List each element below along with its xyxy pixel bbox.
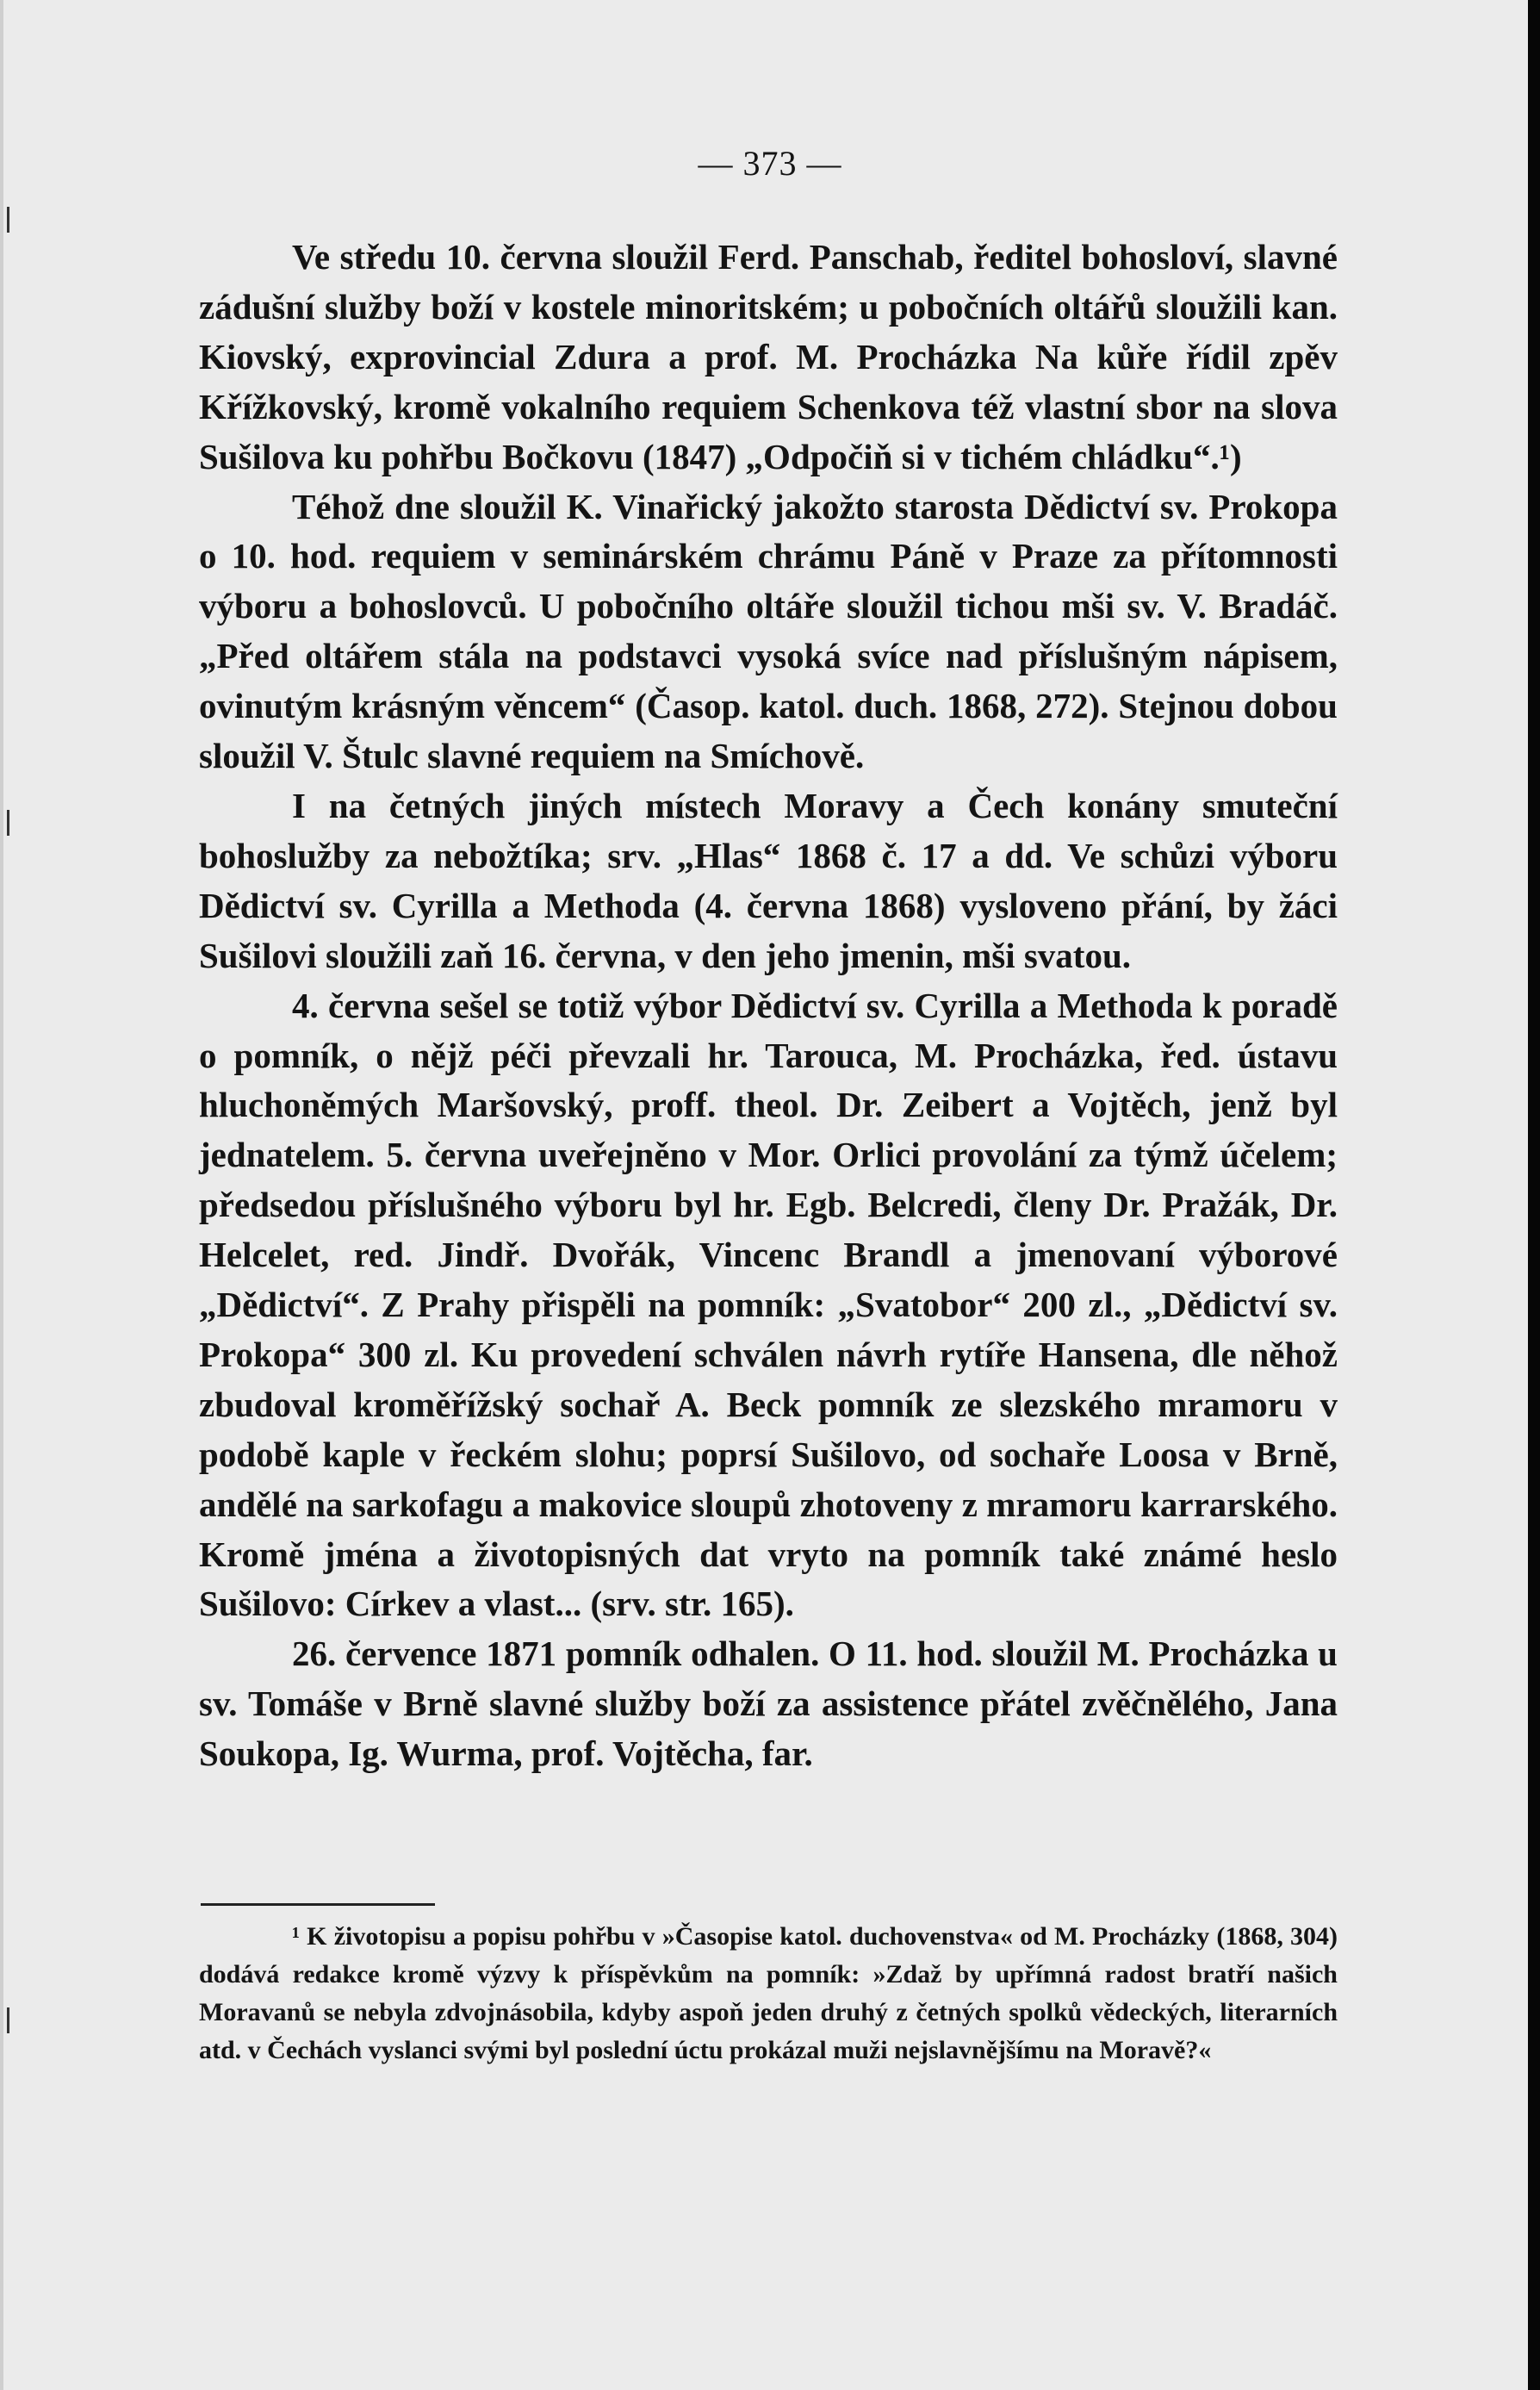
paragraph: Ve středu 10. června sloužil Ferd. Panschab, ředitel bohosloví, slavné zádušní služby boží v kostele minoritském; u pobočních oltářů sloužili kan. Kiovský, exprovincial Zdura a prof. M. Procházka Na kůře řídil zpěv Křížkovský, kromě vokalního requiem Schenkova též vlastní sbor na slova Sušilova ku pohřbu Bočkovu (1847) „Odpočiň si v tichém chládku“.¹) xyxy=(199,237,1338,476)
body-text xyxy=(199,233,1338,1779)
scan-edge-right xyxy=(1528,0,1540,2390)
footnote-rule xyxy=(201,1903,435,1906)
scan-mark xyxy=(7,2007,9,2033)
paragraph: Téhož dne sloužil K. Vinařický jakožto starosta Dědictví sv. Prokopa o 10. hod. requiem v seminárském chrámu Páně v Praze za přítomnosti výboru a bohoslovců. U pobočního oltáře sloužil tichou mši sv. V. Bradáč. „Před oltářem stála na podstavci vysoká svíce nad příslušným nápisem, ovinutým krásným věncem“ (Časop. katol. duch. 1868, 272). Stejnou dobou sloužil V. Štulc slavné requiem na Smíchově. xyxy=(199,486,1338,776)
paragraph: 26. července 1871 pomník odhalen. O 11. hod. sloužil M. Procházka u sv. Tomáše v Brně slavné služby boží za assistence přátel zvěčnělého, Jana Soukopa, Ig. Wurma, prof. Vojtěcha, far. xyxy=(199,1634,1338,1774)
paragraph: I na četných jiných místech Moravy a Čech konány smuteční bohoslužby za nebožtíka; srv. „Hlas“ 1868 č. 17 a dd. Ve schůzi výboru Dědictví sv. Cyrilla a Methoda (4. června 1868) vysloveno přání, by žáci Sušilovi sloužili zaň 16. června, v den jeho jmenin, mši svatou. xyxy=(199,785,1338,975)
scan-mark xyxy=(7,207,9,233)
scan-mark xyxy=(7,810,9,836)
scan-edge-left xyxy=(0,0,3,2390)
page-number: — 373 — xyxy=(698,144,842,183)
paragraph: 4. června sešel se totiž výbor Dědictví sv. Cyrilla a Methoda k poradě o pomník, o nějž péči převzali hr. Tarouca, M. Procházka, řed. ústavu hluchoněmých Maršovský, proff. theol. Dr. Zeibert a Vojtěch, jenž byl jednatelem. 5. června uveřejněno v Mor. Orlici provolání za týmž účelem; předsedou příslušného výboru byl hr. Egb. Belcredi, členy Dr. Pražák, Dr. Helcelet, red. Jindř. Dvořák, Vincenc Brandl a jmenovaní výborové „Dědictví“. Z Prahy přispěli na pomník: „Svatobor“ 200 zl., „Dědictví sv. Prokopa“ 300 zl. Ku provedení schválen návrh rytíře Hansena, dle něhož zbudoval kroměřížský sochař A. Beck pomník ze slezského mramoru v podobě kaple v řeckém slohu; poprsí Sušilovo, od sochaře Loosa v Brně, andělé na sarkofagu a makovice sloupů zhotoveny z mramoru karrarského. Kromě jména a životopisných dat vryto na pomník také známé heslo Sušilovo: Církev a vlast... (srv. str. 165). xyxy=(199,985,1338,1624)
footnote: ¹ K životopisu a popisu pohřbu v »Časopise katol. duchovenstva« od M. Procházky (1868, 304) dodává redakce kromě výzvy k příspěvkům na pomník: »Zdaž by upřímná radost bratří našich Moravanů se nebyla zdvojnásobila, kdyby aspoň jeden druhý z četných spolků vědeckých, literarních atd. v Čechách vyslanci svými byl poslední úctu prokázal muži nejslavnějšímu na Moravě?« xyxy=(199,1922,1338,2064)
